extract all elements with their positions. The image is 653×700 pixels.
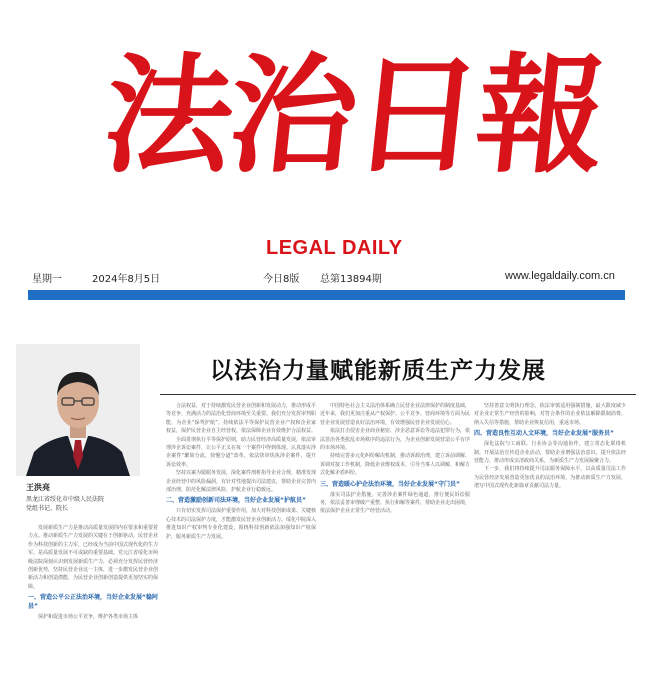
masthead-divider-bar	[28, 290, 625, 300]
paragraph: 发展新质生产力是推动高质量发展的内在要求和重要着力点。推动新质生产力发展的关键在于创新驱动，民营企业作为科技创新的主力军，已经成为当前中国式现代化的生力军。是高质量发展不可或缺的重要基础。党元江省绥化市两级法院深刻认识到发展新质生产力，必须充分发挥民营经济创新优势，坚持民营企业这一主体，进一步激发民营企业创新活力和创造潜能，为民营企业创新创造提供更加坚实的保障。	[28, 525, 158, 590]
paragraph: 坚持善意文明执行理念，依法审慎适用强制措施，最大限度减少对企业正常生产经营的影响，对符合条件的企业依法解除限制消费、纳入失信等措施，帮助企业恢复信用，重返市场。	[474, 403, 626, 426]
newspaper-english-name: LEGAL DAILY	[266, 237, 403, 259]
article-column-4	[474, 402, 626, 694]
paragraph: 只有切实发挥司法保护重要作用，加大对科技创新成果、关键核心技术的司法保护力度，才能激发民营企业创新活力。绥化中院深入推进知识产权审判专业化建设，围绕科技创新依法加强知识产权保护，服务新质生产力发展。	[166, 508, 316, 540]
section-heading-2: 二、营造激励创新司法环境，当好企业发展“护航员”	[166, 497, 306, 505]
author-name: 王洪亮	[26, 483, 50, 492]
paragraph: 合法权益，对于持续激发民营企业创新和发展动力，推动形成平等竞争、充满活力的法治化营商环境至关重要。我们充分发挥审判职能，为企业“保驾护航”，持续依法平等保护民营企业产权和企业家权益，保护民营企业自主经营权，依法保障企业有效维护合法权益。	[166, 403, 316, 435]
website-link[interactable]: www.legaldaily.com.cn	[505, 270, 615, 282]
headline-rule	[160, 394, 636, 395]
paragraph: 全面贯彻执行平等保护原则，助力民营经济高质量发展，依法审理涉企诉讼案件，让公平正义在每一个案件中得到体现。认真落实涉企案件“繁简分流、快慢分道”改革，依法快审快执涉企案件，提升诉讼效率。	[166, 436, 316, 468]
edition-count: 今日8版	[263, 274, 300, 285]
article-column-3	[320, 402, 470, 694]
author-portrait	[16, 344, 140, 476]
masthead	[0, 0, 653, 302]
issue-info-row	[0, 266, 653, 288]
newspaper-logo: 法治日報	[97, 41, 609, 191]
article-column-2	[166, 402, 316, 694]
section-heading-4: 四、营造良性互动人文环境，当好企业发展“服务员”	[474, 430, 614, 438]
paragraph: 依法打击侵害企业商业秘密、涉企恶意诉讼等违法犯罪行为，依法惩治各类扰乱市场秩序的违法行为，为企业创新发展营造公平有序的市场环境。	[320, 428, 470, 452]
author-title-line2: 党组书记、院长	[26, 505, 69, 512]
author-title-line1: 黑龙江省绥化市中级人民法院	[26, 496, 105, 503]
paragraph: 保护和促进市场公平竞争，维护各类市场主体	[38, 614, 139, 621]
issue-date: 2024年8月5日	[92, 274, 161, 285]
paragraph: 下一步，我们将持续提升司法服务保障水平，以高质量司法工作为民营经济发展营造更加优良的法治环境，为推动新质生产力发展、谱写中国式现代化新篇章贡献司法力量。	[474, 466, 626, 490]
weekday: 星期一	[32, 274, 62, 285]
section-heading-3: 三、营造暖心护企法治环境，当好企业发展“守门员”	[320, 480, 460, 488]
section-heading-1: 一、营造公平公正法治环境，当好企业发展“稳阿县”	[28, 594, 158, 611]
paragraph: 深化法院与工商联、行业协会等沟通协作，建立常态化联络机制，开展法治宣传进企业活动，帮助企业增强法治意识、提升依法经营能力，推动形成亲清政商关系，为新质生产力发展凝聚合力。	[474, 441, 626, 465]
article-column-1	[28, 524, 158, 694]
paragraph: 落实司法护企措施，完善涉企案件绿色通道，推行便民诉讼服务，依法妥善审理破产重整、执行和解等案件，帮助企业走出困境，依法保护企业正常生产经营活动。	[320, 491, 470, 515]
article-headline: 以法治力量赋能新质生产力发展	[210, 358, 546, 384]
paragraph: 中国特色社会主义法治体系确立民营企业法律保护的制度基础，近年来，我们更加注重从产权保护、公平竞争、营商环境等方面为民营企业发展营造良好法治环境，有效增强民营企业发展信心。	[320, 403, 470, 426]
article	[0, 302, 653, 700]
issue-number: 总第13894期	[320, 274, 382, 285]
paragraph: 持续完善多元化纠纷解决机制，推动诉源治理，建立诉前调解、诉调对接工作机制，降低企业维权成本，引导当事人以调解、和解方式化解矛盾纠纷。	[320, 453, 470, 477]
paragraph: 坚持以案为镜服务发展，深化案件剖析指导企业合规，精准发现企业经营中的风险漏洞，有针对性地提出司法建议，帮助企业完善内部治理，防范化解法律风险，护航企业行稳致远。	[166, 470, 316, 494]
